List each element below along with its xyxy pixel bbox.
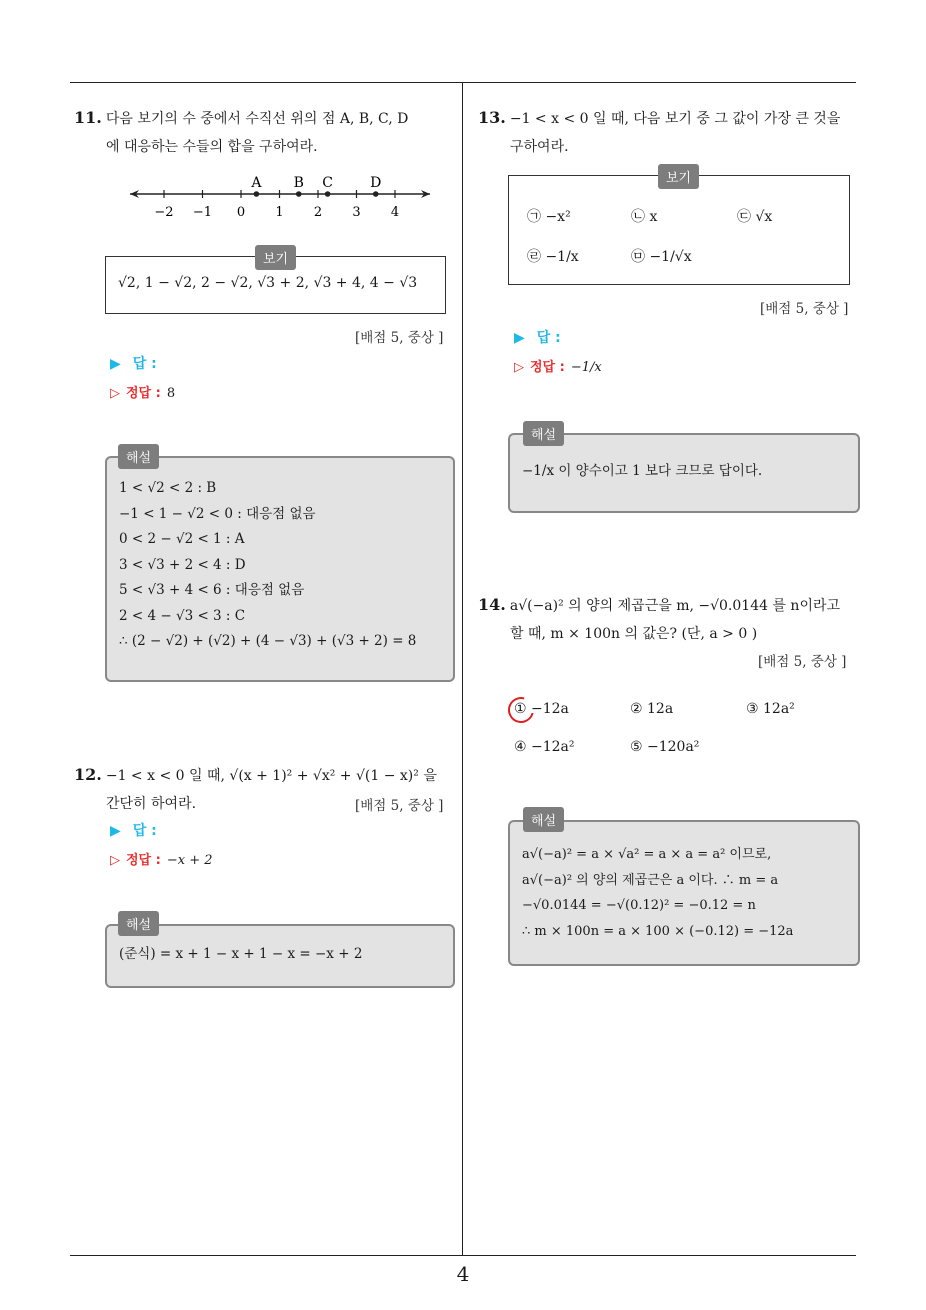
solution-line: ∴ m × 100n = a × 100 × (−0.12) = −12a — [522, 923, 794, 939]
outline-triangle-icon: ▷ — [514, 360, 524, 375]
score-label: [배점 5, 중상 ] — [758, 654, 847, 670]
point-C — [325, 191, 331, 197]
bogi-choices: √2, 1 − √2, 2 − √2, √3 + 2, √3 + 4, 4 − √3 — [118, 275, 418, 291]
question-text-line2: 에 대응하는 수들의 합을 구하여라. — [106, 139, 318, 155]
answer-label: 답 : — [132, 823, 157, 839]
correct-value: 8 — [166, 386, 176, 401]
answer-choice-5[interactable]: ⑤ −120a² — [630, 739, 700, 755]
question-11 — [74, 104, 456, 161]
correct-value: −x + 2 — [166, 853, 213, 868]
correct-label: 정답 : — [126, 386, 161, 401]
solution-line: −1 < 1 − √2 < 0 : 대응점 없음 — [119, 505, 316, 522]
tick-label: −1 — [192, 205, 213, 220]
answer-prompt — [514, 327, 561, 347]
question-number: 11. — [74, 108, 102, 127]
point-label: D — [370, 175, 382, 191]
answer-label: 답 : — [536, 330, 561, 346]
solution-lines — [522, 459, 762, 485]
solution-tag: 해설 — [118, 444, 159, 469]
question-text-line1: a√(−a)² 의 양의 제곱근을 m, −√0.0144 를 n이라고 — [509, 598, 841, 614]
score-label: [배점 5, 중상 ] — [760, 301, 849, 317]
tick-label: 1 — [275, 205, 284, 220]
answer-prompt — [110, 353, 157, 373]
outline-triangle-icon: ▷ — [110, 853, 120, 868]
answer-choice-3[interactable]: ③ 12a² — [746, 701, 795, 717]
bogi-choice: ㉢ √x — [737, 209, 773, 225]
tick-label: 2 — [313, 205, 323, 220]
solution-line: ∴ (2 − √2) + (√2) + (4 − √3) + (√3 + 2) = 8 — [119, 633, 417, 649]
answer-choice-1[interactable]: ① −12a — [514, 701, 569, 717]
outline-triangle-icon: ▷ — [110, 386, 120, 401]
play-icon: ▶ — [514, 330, 525, 346]
bogi-choice: ㉤ −1/√x — [631, 249, 692, 265]
correct-answer — [110, 849, 213, 868]
column-divider — [462, 83, 463, 1256]
number-line — [126, 168, 436, 224]
answer-choice-2[interactable]: ② 12a — [630, 701, 674, 717]
solution-lines — [119, 476, 416, 655]
point-label: A — [251, 175, 262, 191]
solution-line: a√(−a)² 의 양의 제곱근은 a 이다. ∴ m = a — [522, 872, 779, 888]
point-A — [254, 191, 260, 197]
bogi-choice: ㉠ −x² — [527, 209, 571, 225]
correct-label: 정답 : — [126, 853, 161, 868]
bottom-rule — [70, 1255, 856, 1256]
solution-lines — [522, 842, 793, 944]
question-text-line2: 구하여라. — [510, 139, 569, 155]
tick-label: 3 — [352, 205, 361, 220]
solution-box — [508, 820, 860, 966]
score-label: [배점 5, 중상 ] — [355, 798, 444, 814]
solution-line: 0 < 2 − √2 < 1 : A — [119, 531, 245, 547]
question-number: 13. — [478, 108, 506, 127]
solution-line: (준식) = x + 1 − x + 1 − x = −x + 2 — [119, 946, 363, 962]
question-number: 12. — [74, 765, 102, 784]
bogi-box — [508, 175, 850, 285]
solution-lines — [119, 942, 362, 968]
question-13 — [478, 104, 862, 161]
solution-tag: 해설 — [118, 911, 159, 936]
solution-line: 1 < √2 < 2 : B — [119, 480, 217, 496]
correct-answer — [110, 382, 175, 401]
question-text-line1: −1 < x < 0 일 때, 다음 보기 중 그 값이 가장 큰 것을 — [509, 111, 841, 127]
question-text-line2: 간단히 하여라. — [106, 796, 197, 812]
score-label: [배점 5, 중상 ] — [355, 330, 444, 346]
bogi-tag: 보기 — [658, 164, 699, 189]
correct-label: 정답 : — [530, 360, 565, 375]
bogi-tag: 보기 — [255, 245, 296, 270]
tick-label: 0 — [236, 205, 246, 220]
tick-label: 4 — [390, 205, 400, 220]
point-label: C — [322, 175, 333, 191]
point-B — [296, 191, 302, 197]
point-D — [373, 191, 379, 197]
bogi-choice: ㉣ −1/x — [527, 249, 579, 265]
question-14 — [478, 591, 862, 648]
solution-line: 3 < √3 + 2 < 4 : D — [119, 556, 246, 573]
solution-line: −1/x 이 양수이고 1 보다 크므로 답이다. — [522, 463, 763, 479]
solution-line: a√(−a)² = a × √a² = a × a = a² 이므로, — [522, 847, 772, 862]
solution-tag: 해설 — [523, 421, 564, 446]
solution-line: 5 < √3 + 4 < 6 : 대응점 없음 — [119, 582, 305, 598]
question-text-line1: 다음 보기의 수 중에서 수직선 위의 점 A, B, C, D — [105, 111, 409, 127]
bogi-choice: ㉡ x — [631, 209, 658, 225]
solution-line: 2 < 4 − √3 < 3 : C — [119, 607, 246, 624]
answer-prompt — [110, 820, 157, 840]
solution-tag: 해설 — [523, 807, 564, 832]
play-icon: ▶ — [110, 356, 121, 372]
question-number: 14. — [478, 595, 506, 614]
point-label: B — [293, 175, 304, 191]
play-icon: ▶ — [110, 823, 121, 839]
question-text-line2: 할 때, m × 100n 의 값은? (단, a > 0 ) — [510, 626, 758, 642]
top-rule — [70, 82, 856, 83]
page-number: 4 — [456, 1262, 470, 1286]
tick-label: −2 — [154, 205, 174, 220]
answer-choice-4[interactable]: ④ −12a² — [514, 739, 575, 755]
solution-line: −√0.0144 = −√(0.12)² = −0.12 = n — [522, 898, 756, 913]
answer-label: 답 : — [132, 356, 157, 372]
solution-box — [105, 456, 455, 682]
question-text-line1: −1 < x < 0 일 때, √(x + 1)² + √x² + √(1 − x)² 을 — [105, 768, 437, 784]
correct-answer — [514, 356, 602, 375]
correct-value: −1/x — [570, 360, 602, 375]
